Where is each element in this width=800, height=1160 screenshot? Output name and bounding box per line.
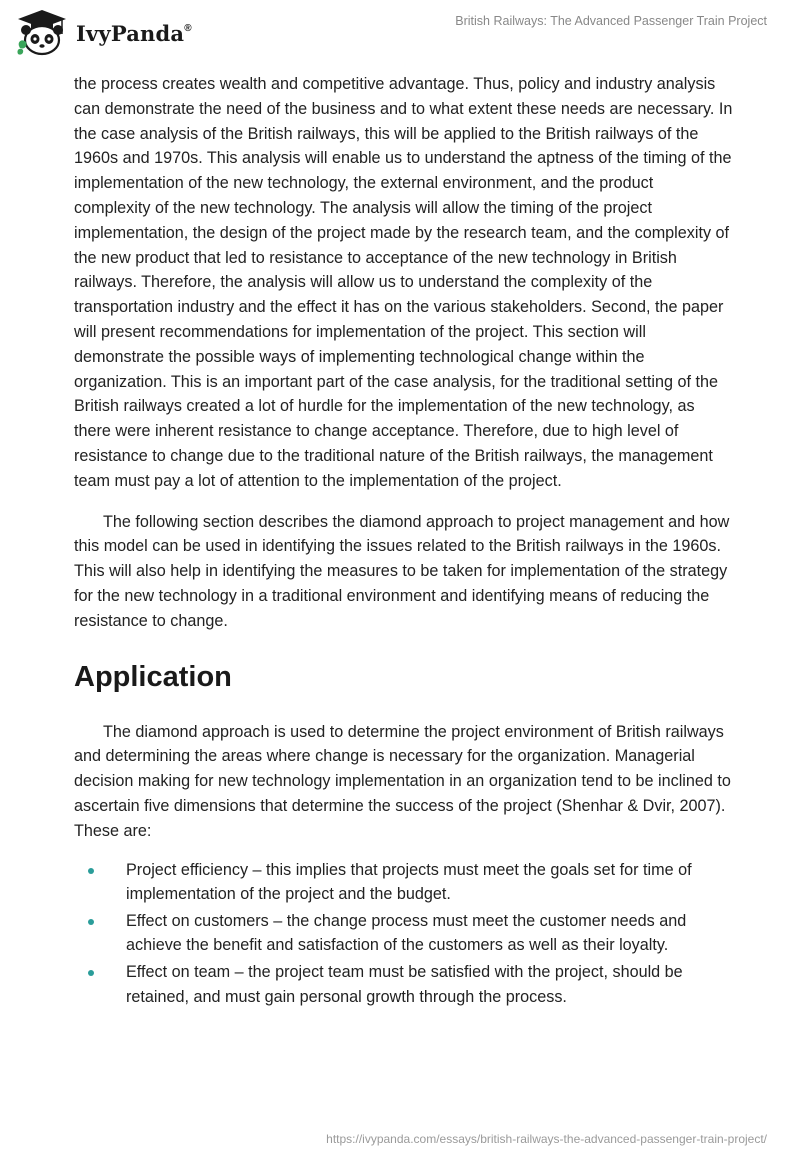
bullet-dot-icon xyxy=(88,970,94,976)
bullet-list xyxy=(74,858,734,1010)
list-item-text: Effect on team – the project team must be satisfied with the project, should be retained, and must gain personal growth through the process. xyxy=(126,962,683,1006)
bullet-dot-icon xyxy=(88,919,94,925)
paragraph: the process creates wealth and competitive advantage. Thus, policy and industry analysis can demonstrate the need of the business and to what extent these needs are necessary. In the case analysis of the British railways, this will be applied to the British railways of the 1960s and 1970s. This analysis will enable us to understand the aptness of the timing of the implementation of the new technology, the external environment, and the product complexity of the new technology. The analysis will allow the timing of the project implementation, the design of the project made by the research team, and the complexity of the new product that led to resistance to acceptance of the new technology in British railways. Therefore, the analysis will allow us to understand the complexity of the transportation industry and the effect it has on the various stakeholders. Second, the paper will present recommendations for implementation of the project. This section will demonstrate the possible ways of implementing technological change within the organization. This is an important part of the case analysis, for the traditional setting of the British railways created a lot of hurdle for the implementation of the new technology, as there were inherent resistance to change acceptance. Therefore, due to high level of resistance to change due to the traditional nature of the British railways, the management team must pay a lot of attention to the implementation of the project. xyxy=(74,75,733,490)
list-item xyxy=(74,960,734,1010)
page-header xyxy=(0,0,800,66)
list-item-text: Effect on customers – the change process must meet the customer needs and achieve the benefit and satisfaction of the customers as well as their loyalty. xyxy=(126,911,687,955)
brand-name: IvyPanda® xyxy=(76,20,192,46)
document-title: British Railways: The Advanced Passenger Train Project xyxy=(455,14,767,28)
bullet-dot-icon xyxy=(88,868,94,874)
essay-content xyxy=(74,72,734,1011)
list-item xyxy=(74,909,734,959)
panda-logo-icon xyxy=(14,8,70,58)
site-logo[interactable] xyxy=(14,8,192,58)
list-item-text: Project efficiency – this implies that projects must meet the goals set for time of implementation of the project and the budget. xyxy=(126,860,692,904)
section-intro: The diamond approach is used to determine the project environment of British railways and determining the areas where change is necessary for the organization. Managerial decision making for new technology implementation in an organization tend to be inclined to ascertain five dimensions that determine the success of the project (Shenhar & Dvir, 2007). These are: xyxy=(74,722,731,840)
list-item xyxy=(74,858,734,908)
section-heading: Application xyxy=(74,660,232,693)
paragraph: The following section describes the diamond approach to project management and how this model can be used in identifying the issues related to the British railways in the 1960s. This will also help in identifying the measures to be taken for implementation of the strategy for the new technology in a traditional environment and identifying means of reducing the resistance to change. xyxy=(74,512,730,630)
source-url-link[interactable]: https://ivypanda.com/essays/british-railways-the-advanced-passenger-train-project/ xyxy=(326,1132,767,1146)
